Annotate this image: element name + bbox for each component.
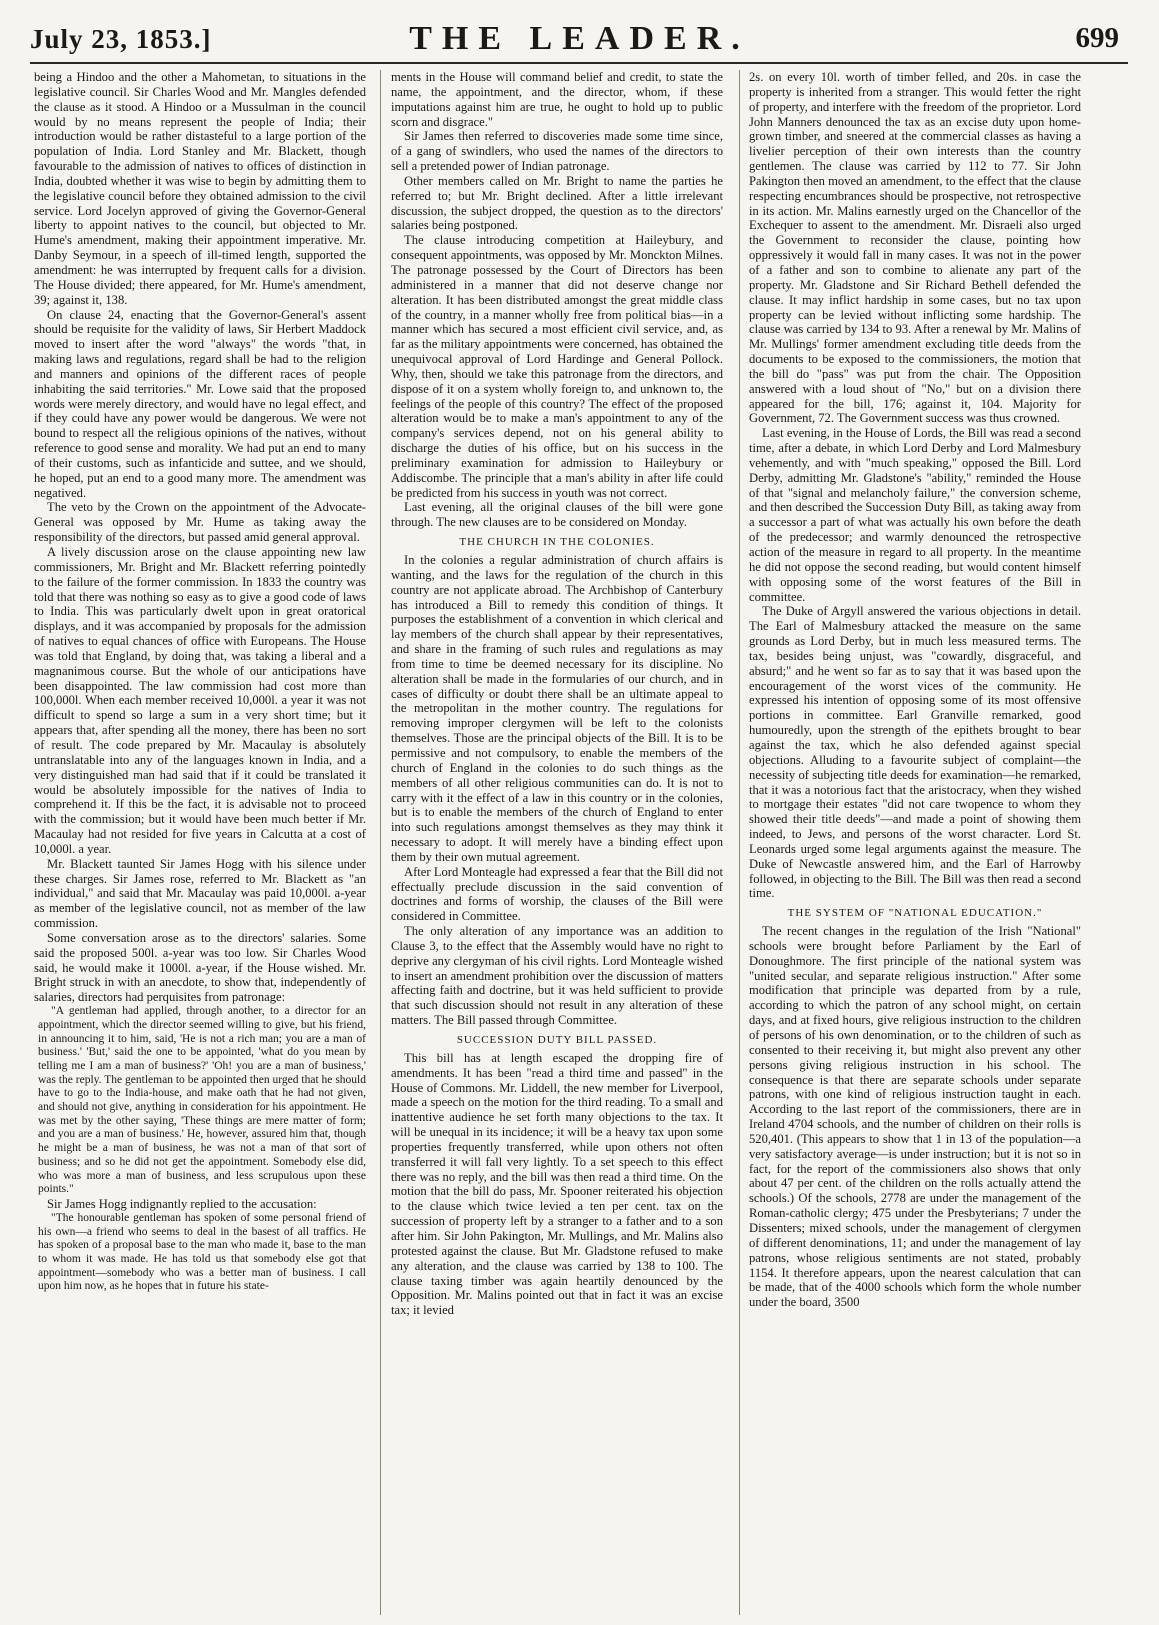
paragraph: Last evening, all the original clauses of the bill were gone through. The new clauses are to be considered on Monday. bbox=[391, 500, 723, 530]
paragraph: The Duke of Argyll answered the various objections in detail. The Earl of Malmesbury attacked the measure on the same grounds as Lord Derby, but in much less measured terms. The tax, besides being unjust, was "cowardly, disgraceful, and absurd;" and he went so far as to say that it was based upon the encouragement of the worst vices of the community. He expressed his intention of opposing some of its most offensive portions in committee. Earl Granville remarked, good humouredly, upon the strength of the epithets brought to bear against the tax, which he also defended against special objections. Alluding to a favourite subject of complaint—the necessity of subjecting title deeds for examination—he remarked, that it was a notorious fact that the aristocracy, when they wished to mortgage their estates "did not care twopence to whom they showed their title deeds"—and made a point of showing them indeed, to Jews, and persons of the worst character. Lord St. Leonards urged some legal arguments against the measure. The Duke of Newcastle answered him, and the Earl of Harrowby followed, in objecting to the Bill. The Bill was then read a second time. bbox=[749, 604, 1081, 901]
paragraph: The recent changes in the regulation of the Irish "National" schools were brought before Parliament by the Earl of Donoughmore. The first principle of the national system was "united secular, and separate religious instruction." After some modification that principle was departed from by a rule, according to which the patron of any school might, on certain days, and at fixed hours, give religious instruction to the children of persons of his own denomination, or to the children of such as consented to their receiving it, but might also prevent any other persons giving religious instruction in his school. The consequence is that there are separate schools under separate patrons, with one kind of religious instruction taught in each. According to the last report of the commissioners, there are in Ireland 4704 schools, and the number of children on their rolls is 520,401. (This appears to show that 1 in 13 of the population—a very satisfactory average—is under instruction; but it is not so in fact, for the report of the commissioners also shows that only about 47 per cent. of the children on the rolls actually attend the schools.) Of the schools, 2778 are under the management of the Roman-catholic clergy; 475 under the Presbyterians; 7 under the Dissenters; mixed schools, under the management of clergymen of different denominations, 11; and under the management of lay patrons, whose religious sentiments are not stated, probably 1154. It therefore appears, upon the nearest calculation that can be made, that of the 4000 schools which form the whole number under the board, 3500 bbox=[749, 924, 1081, 1310]
paragraph: Sir James then referred to discoveries made some time since, of a gang of swindlers, who used the names of the directors to sell a pretended power of Indian patronage. bbox=[391, 129, 723, 174]
paragraph: The only alteration of any importance was an addition to Clause 3, to the effect that the Assembly would have no right to deprive any clergyman of his civil rights. Lord Monteagle wished to insert an amendment prohibition over the discussion of matters affecting faith and doctrine, but it was held sufficient to provide that such discussion should not result in any alteration of these matters. The Bill passed through Committee. bbox=[391, 924, 723, 1028]
paragraph: In the colonies a regular administration of church affairs is wanting, and the laws for the regulation of the church in this country are not applicate abroad. The Archbishop of Canterbury has introduced a Bill to remedy this condition of things. It purposes the establishment of a convention in which clerical and lay members of the church shall appear by their representatives, and share in the framing of such rules and regulations as may from time to time be deemed necessary for its discipline. No alteration shall be made in the formularies of our church, and in cases of difficulty or doubt there shall be an ultimate appeal to the metropolitan in the mother country. The regulations for removing improper clergymen will be left to the colonists themselves. Those are the principal objects of the Bill. It is to be permissive and not compulsory, to enable the members of the church of England in the colonies to do such things as the members of all other religious communities can do. It is not to carry with it the effect of a law in this country or in the colonies, but is to enable the members of the church of England to enter into such regulations amongst themselves as they may think it necessary to adopt. It will merely have a binding effect upon them by their own mutual agreement. bbox=[391, 553, 723, 864]
paragraph: Other members called on Mr. Bright to name the parties he referred to; but Mr. Bright declined. After a little irrelevant discussion, the subject dropped, the question as to the directors' salaries being postponed. bbox=[391, 173, 723, 233]
section-heading: THE SYSTEM OF "NATIONAL EDUCATION." bbox=[787, 907, 1043, 920]
quotation: "The honourable gentleman has spoken of some personal friend of his own—a friend who seems to deal in the basest of all traffics. He has spoken of a proposal base to the man who made it, base to the man to whom it was made. He has told us that somebody else got that appointment—somebody who was a better man of business. I call upon him now, as he hopes that in future his state- bbox=[38, 1211, 366, 1293]
column-2 bbox=[391, 70, 723, 1615]
paragraph: 2s. on every 10l. worth of timber felled, and 20s. in case the property is inherited from a stranger. This would fetter the right of property, and interfere with the freedom of the proprietor. Lord John Manners denounced the tax as an excise duty upon home-grown timber, and sneered at the commercial classes as having a livelier perception of their own interests than the country gentlemen. The clause was carried by 112 to 77. Sir John Pakington then moved an amendment, to the effect that the clause respecting encumbrances should be prospective, not retrospective in its action. Mr. Malins earnestly urged on the Chancellor of the Exchequer to assent to the amendment. Mr. Disraeli also urged the Government to reconsider the clause, pointing how oppressively it would fall in many cases. It was not in the power of a father and son to combine to alienate any part of the property. Mr. Gladstone and Sir Richard Bethell defended the clause. It may inflict hardship in some cases, but no tax upon property can be levied without inflicting some hardship. The clause was carried by 134 to 93. After a renewal by Mr. Malins of Mr. Mullings' former amendment excluding title deeds from the documents to be exposed to the commissioners, the motion that the bill do "pass" was put from the chair. The Opposition answered with a loud shout of "No," but on a division there appeared for the bill, 176; against it, 104. Majority for Government, 72. The Government success was thus crowned. bbox=[749, 70, 1081, 426]
paragraph: ments in the House will command belief and credit, to state the name, the appointment, and the director, whom, if these imputations against him are true, he ought to hold up to public scorn and disgrace." bbox=[391, 70, 723, 129]
column-divider bbox=[739, 70, 740, 1615]
paragraph: On clause 24, enacting that the Governor-General's assent should be requisite for the validity of laws, Sir Herbert Maddock moved to insert after the word "always" the words "that, in making laws and regulations, regard shall be had to the religion and manners and opinions of the different races of people inhabiting the said territories." Mr. Lowe said that the proposed words were merely directory, and would have no legal effect, and if they could have any power would be dangerous. We were not bound to respect all the religious opinions of the natives, without reference to good sense and morality. We had put an end to many of their customs, such as infanticide and suttee, and we should, he hoped, put an end to a good many more. The amendment was negatived. bbox=[34, 307, 366, 500]
section-heading: THE CHURCH IN THE COLONIES. bbox=[459, 536, 655, 549]
paragraph: This bill has at length escaped the dropping fire of amendments. It has been "read a third time and passed" in the House of Commons. Mr. Liddell, the new member for Liverpool, made a speech on the motion for the third reading. To a small and inattentive audience he set forth many objections to the tax. It will be unequal in its incidence; it will be a heavy tax upon some properties frequently transferred, while upon others not often transferred it will fall very lightly. To a set speech to this effect there was no reply, and the bill was then read a third time. On the motion that the bill do pass, Mr. Spooner reiterated his objection to the clause which twice levied a ten per cent. tax on the succession of property left by a stranger to a father and to a son after him. Sir John Pakington, Mr. Mullings, and Mr. Malins also protested against the clause. But Mr. Gladstone refused to make any alteration, and the clause was carried by 138 to 100. The clause taxing timber was again heartily denounced by the Opposition. Mr. Malins pointed out that in fact it was an excise tax; it levied bbox=[391, 1050, 723, 1318]
column-3 bbox=[749, 70, 1081, 1615]
paragraph: Some conversation arose as to the directors' salaries. Some said the proposed 500l. a-year was too low. Sir Charles Wood said, he would make it 1000l. a-year, if the House wished. Mr. Bright struck in with an anecdote, to show that, independently of salaries, directors had perquisites from patronage: bbox=[34, 930, 366, 1005]
paragraph: Sir James Hogg indignantly replied to the accusation: bbox=[47, 1197, 317, 1211]
masthead bbox=[0, 0, 1159, 62]
column-divider bbox=[380, 70, 381, 1615]
paragraph: Last evening, in the House of Lords, the Bill was read a second time, after a debate, in which Lord Derby and Lord Malmesbury vehemently, and with "much speaking," opposed the Bill. Lord Derby, admitting Mr. Gladstone's "ability," reminded the House of that "signal and melancholy failure," the conversion scheme, and then described the Succession Duty Bill, as taking away from a successor a part of what was actually his own before the death of the predecessor; and warmly denounced the retrospective action of the measure in regard to all property. In the meantime he did not oppose the second reading, but would content himself with opposing some of the worst features of the Bill in committee. bbox=[749, 426, 1081, 604]
paragraph: After Lord Monteagle had expressed a fear that the Bill did not effectually preclude discussion in the said convention of doctrines and forms of worship, the clauses of the Bill were considered in Committee. bbox=[391, 864, 723, 924]
paragraph: The veto by the Crown on the appointment of the Advocate-General was opposed by Mr. Hume as taking away the responsibility of the directors, but passed amid general approval. bbox=[34, 500, 366, 545]
section-heading: SUCCESSION DUTY BILL PASSED. bbox=[456, 1034, 658, 1046]
paragraph: being a Hindoo and the other a Mahometan, to situations in the legislative council. Sir Charles Wood and Mr. Mangles defended the clause as it stood. A Hindoo or a Mussulman in the council would by no means represent the people of India; their introduction would be rather distasteful to a large portion of the population of India. Lord Stanley and Mr. Blackett, though favourable to the admission of natives to offices of distinction in India, doubted whether it was wise to begin by admitting them to the legislative council before they obtained admission to the civil service. Lord Jocelyn approved of giving the Governor-General liberty to appoint natives to the council, but objected to Mr. Hume's amendment, making their appointment imperative. Mr. Danby Seymour, in a speech of ill-timed length, supported the amendment: he was interrupted by frequent calls for a division. The House divided; there appeared, for Mr. Hume's amendment, 39; against it, 138. bbox=[34, 70, 366, 307]
paragraph: Mr. Blackett taunted Sir James Hogg with his silence under these charges. Sir James rose, referred to Mr. Blackett as "an individual," and said that Mr. Macaulay was paid 10,000l. a-year as member of the legislative council, not as member of the law commission. bbox=[34, 856, 366, 931]
quotation: "A gentleman had applied, through another, to a director for an appointment, which the director seemed willing to give, but his friend, in announcing it to him, said, 'He is not a rich man; you are a man of business.' 'But,' said the one to be appointed, 'what do you mean by telling me I am a man of business?' 'Oh! you are a man of business,' was the reply. The gentleman to be appointed then urged that he should have to go to the India-house, and make oath that he had not given, and should not give, anything in consideration for his appointment. He was met by the other saying, 'These things are mere matter of form; and you are a man of business.' He, however, assured him that, though he might be a man of business, he was not a man of that sort of business; and so he did not get the appointment. Somebody else did, who was more a man of business, and less scrupulous upon these points." bbox=[38, 1005, 366, 1196]
column-1 bbox=[34, 70, 366, 1615]
header-rule bbox=[30, 62, 1128, 64]
paragraph: A lively discussion arose on the clause appointing new law commissioners, Mr. Bright and Mr. Blackett referring pointedly to the failure of the former commission. In 1833 the country was told that there was nothing so easy as to give a good code of laws to India. This was particularly dwelt upon in great oratorical displays, and it was accompanied by proposals for the admission of natives to equal chances of office with Europeans. The House was told that England, by doing that, was taking a liberal and a magnanimous course. But the whole of our anticipations have been disappointed. The law commission had cost more than 100,000l. When each member received 10,000l. a year it was not difficult to spend so large a sum in a very short time; but it appears that, after spending all the money, there has been no sort of result. The code prepared by Mr. Macaulay is absolutely untranslatable into any of the languages known in India, and a very distinguished man had said that if it could be translated it would be absolutely impossible for the natives of India to comprehend it. If this be the fact, it is advisable not to proceed with the commission; but it would have been much better if Mr. Macaulay had not resided for five years in Calcutta at a cost of 10,000l. a year. bbox=[34, 545, 366, 856]
page-number: 699 bbox=[1075, 22, 1119, 54]
newspaper-title: THE LEADER. bbox=[409, 20, 750, 57]
paragraph: The clause introducing competition at Haileybury, and consequent appointments, was opposed by Mr. Monckton Milnes. The patronage possessed by the Court of Directors has been administered in a manner that did not deserve change nor alteration. It has been distributed amongst the great middle class of the country, in a manner wholly free from political bias—in a manner which has secured a most efficient civil service, and, as far as the military appointments were concerned, has obtained the unequivocal approval of Lord Hardinge and General Pollock. Why, then, should we take this patronage from the directors, and dispose of it on a system wholly foreign to, and unknown to, the feelings of the people of this country? The effect of the proposed alteration would be to make a man's appointment to any of the company's services depend, not on his general ability to discharge the duties of his office, but on his success in the preliminary examination for admission to Haileybury or Addiscombe. The principle that a man's ability in after life could be predicted from his success in youth was not correct. bbox=[391, 233, 723, 500]
issue-date: July 23, 1853.] bbox=[30, 24, 212, 54]
